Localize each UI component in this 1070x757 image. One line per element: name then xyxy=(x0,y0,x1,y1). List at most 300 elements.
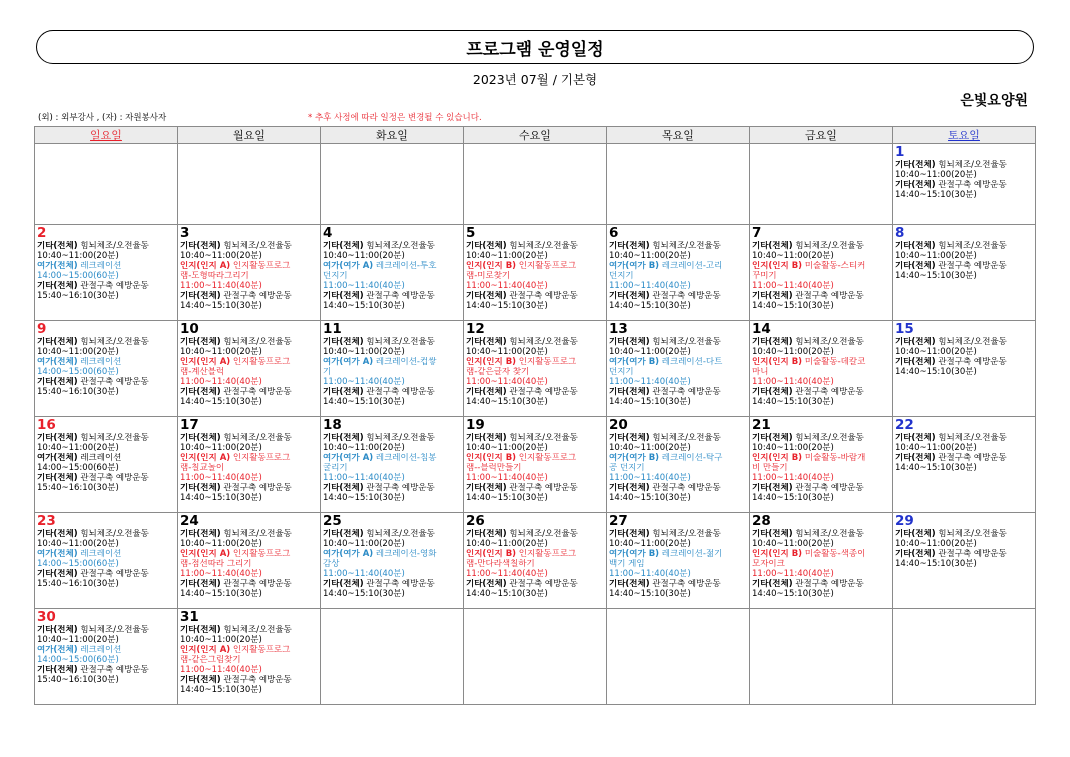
program-time: 14:40~15:10(30분) xyxy=(895,367,977,377)
program-category: 인지(인지 B) xyxy=(466,261,517,271)
program-time: 14:00~15:00(60분) xyxy=(37,367,119,377)
day-cell xyxy=(321,417,464,513)
program-time: 14:40~15:10(30분) xyxy=(323,397,405,407)
program-entry xyxy=(895,549,1033,559)
program-entry xyxy=(180,675,318,685)
program-time: 10:40~11:00(20분) xyxy=(323,539,405,549)
program-time: 11:00~11:40(40분) xyxy=(323,281,405,291)
program-time: 14:40~15:10(30분) xyxy=(752,301,834,311)
program-entry xyxy=(323,241,461,251)
program-entry xyxy=(323,453,461,463)
program-name: 힘뇌체조/오전율동 xyxy=(366,433,435,443)
program-entry xyxy=(37,473,175,483)
program-entry xyxy=(466,433,604,443)
program-time: 11:00~11:40(40분) xyxy=(180,473,262,483)
program-name: 레크레이션-젊기 xyxy=(661,549,723,559)
program-category: 기타(전체) xyxy=(752,579,793,589)
program-category: 인지(인지 A) xyxy=(180,261,231,271)
program-entry xyxy=(895,261,1033,271)
program-category: 여가(전체) xyxy=(37,357,78,367)
program-entry xyxy=(609,549,747,559)
program-name: 관절구축 예방운동 xyxy=(938,549,1007,559)
day-number: 1 xyxy=(895,144,905,160)
program-category: 기타(전체) xyxy=(895,453,936,463)
program-category: 기타(전체) xyxy=(180,529,221,539)
program-category: 인지(인지 A) xyxy=(180,357,231,367)
program-time: 10:40~11:00(20분) xyxy=(180,635,262,645)
week-row xyxy=(35,609,1036,705)
program-time: 10:40~11:00(20분) xyxy=(323,251,405,261)
program-entry xyxy=(752,529,890,539)
program-name: 레크레이션 xyxy=(80,357,122,367)
program-name-continued: 램-미로찾기 xyxy=(466,271,511,281)
day-cell xyxy=(35,609,178,705)
program-name: 힘뇌체조/오전율동 xyxy=(795,529,864,539)
program-name: 힘뇌체조/오전율동 xyxy=(652,529,721,539)
day-number: 3 xyxy=(180,225,190,241)
program-category: 기타(전체) xyxy=(180,483,221,493)
day-number: 16 xyxy=(37,417,56,433)
empty-day-cell xyxy=(464,609,607,705)
program-time: 11:00~11:40(40분) xyxy=(180,665,262,675)
program-entry xyxy=(752,357,890,367)
program-category: 기타(전체) xyxy=(323,241,364,251)
program-name: 미술활동-데칼코 xyxy=(804,357,866,367)
program-name: 인지활동프로그 xyxy=(518,357,577,367)
program-entry xyxy=(180,625,318,635)
program-name: 힘뇌체조/오전율동 xyxy=(795,241,864,251)
program-name: 관절구축 예방운동 xyxy=(366,579,435,589)
program-time: 10:40~11:00(20분) xyxy=(180,347,262,357)
program-name-continued: 던지기 xyxy=(323,271,348,281)
program-category: 여가(전체) xyxy=(37,549,78,559)
day-cell xyxy=(464,225,607,321)
weekday-header-friday: 금요일 xyxy=(750,127,893,144)
program-category: 기타(전체) xyxy=(323,387,364,397)
program-entry xyxy=(752,291,890,301)
program-category: 기타(전체) xyxy=(323,483,364,493)
program-time: 14:00~15:00(60분) xyxy=(37,271,119,281)
program-time: 15:40~16:10(30분) xyxy=(37,579,119,589)
program-entry xyxy=(752,549,890,559)
program-name: 관절구축 예방운동 xyxy=(652,291,721,301)
program-time: 14:40~15:10(30분) xyxy=(895,190,977,200)
program-time: 10:40~11:00(20분) xyxy=(466,251,548,261)
program-category: 여가(여가 A) xyxy=(323,261,374,271)
program-category: 기타(전체) xyxy=(752,483,793,493)
program-name: 힘뇌체조/오전율동 xyxy=(80,241,149,251)
empty-day-cell xyxy=(750,144,893,225)
program-name: 힘뇌체조/오전율동 xyxy=(509,337,578,347)
program-entry xyxy=(752,261,890,271)
program-entry xyxy=(323,549,461,559)
program-category: 기타(전체) xyxy=(752,433,793,443)
program-name: 힘뇌체조/오전율동 xyxy=(80,433,149,443)
program-entry xyxy=(609,241,747,251)
day-number: 12 xyxy=(466,321,485,337)
program-category: 기타(전체) xyxy=(466,579,507,589)
program-name: 관절구축 예방운동 xyxy=(938,261,1007,271)
weekday-header-thursday: 목요일 xyxy=(607,127,750,144)
program-name-continued: 던지기 xyxy=(609,271,634,281)
day-number: 10 xyxy=(180,321,199,337)
program-time: 10:40~11:00(20분) xyxy=(609,347,691,357)
program-time: 11:00~11:40(40분) xyxy=(752,377,834,387)
program-category: 기타(전체) xyxy=(180,387,221,397)
program-time: 10:40~11:00(20분) xyxy=(895,170,977,180)
day-cell xyxy=(750,321,893,417)
program-name: 레크레이션-침봉 xyxy=(375,453,437,463)
day-number: 4 xyxy=(323,225,333,241)
program-name: 관절구축 예방운동 xyxy=(223,291,292,301)
day-cell xyxy=(607,225,750,321)
program-time: 14:00~15:00(60분) xyxy=(37,463,119,473)
program-time: 10:40~11:00(20분) xyxy=(37,347,119,357)
day-number: 30 xyxy=(37,609,56,625)
program-name: 힘뇌체조/오전율동 xyxy=(795,337,864,347)
program-time: 10:40~11:00(20분) xyxy=(466,443,548,453)
program-name: 관절구축 예방운동 xyxy=(938,180,1007,190)
program-entry xyxy=(466,483,604,493)
program-time: 14:40~15:10(30분) xyxy=(609,493,691,503)
program-name: 관절구축 예방운동 xyxy=(223,579,292,589)
program-time: 11:00~11:40(40분) xyxy=(180,377,262,387)
day-cell xyxy=(178,225,321,321)
day-number: 27 xyxy=(609,513,628,529)
program-time: 10:40~11:00(20분) xyxy=(323,443,405,453)
day-cell xyxy=(750,225,893,321)
program-name-continued: 램-도형따라그리기 xyxy=(180,271,249,281)
program-name: 레크레이션-고리 xyxy=(661,261,723,271)
day-cell xyxy=(893,225,1036,321)
program-name: 미술활동-색종이 xyxy=(804,549,866,559)
program-category: 기타(전체) xyxy=(180,625,221,635)
program-category: 기타(전체) xyxy=(609,529,650,539)
program-time: 11:00~11:40(40분) xyxy=(466,281,548,291)
program-category: 기타(전체) xyxy=(609,579,650,589)
program-name: 레크레이션 xyxy=(80,549,122,559)
program-category: 기타(전체) xyxy=(466,387,507,397)
program-name-continued: 기 xyxy=(323,367,332,377)
program-category: 기타(전체) xyxy=(323,291,364,301)
program-time: 11:00~11:40(40분) xyxy=(323,377,405,387)
program-time: 14:40~15:10(30분) xyxy=(895,559,977,569)
program-time: 10:40~11:00(20분) xyxy=(323,347,405,357)
program-time: 14:40~15:10(30분) xyxy=(180,301,262,311)
day-cell xyxy=(464,321,607,417)
program-entry xyxy=(180,387,318,397)
program-time: 10:40~11:00(20분) xyxy=(609,539,691,549)
program-entry xyxy=(466,261,604,271)
program-name: 관절구축 예방운동 xyxy=(223,483,292,493)
program-entry xyxy=(466,291,604,301)
program-name: 힘뇌체조/오전율동 xyxy=(80,337,149,347)
program-time: 11:00~11:40(40분) xyxy=(609,473,691,483)
program-category: 기타(전체) xyxy=(37,281,78,291)
program-name: 관절구축 예방운동 xyxy=(80,569,149,579)
legend-text: (외) : 외부강사 , (자) : 자원봉사자 xyxy=(38,113,167,123)
program-category: 여가(여가 A) xyxy=(323,549,374,559)
program-time: 11:00~11:40(40분) xyxy=(752,473,834,483)
program-name: 관절구축 예방운동 xyxy=(80,665,149,675)
program-entry xyxy=(895,453,1033,463)
program-name: 힘뇌체조/오전율동 xyxy=(652,337,721,347)
day-number: 6 xyxy=(609,225,619,241)
day-number: 22 xyxy=(895,417,914,433)
program-category: 인지(인지 A) xyxy=(180,549,231,559)
program-category: 기타(전체) xyxy=(323,579,364,589)
program-category: 기타(전체) xyxy=(180,337,221,347)
program-category: 인지(인지 B) xyxy=(752,453,803,463)
day-number: 14 xyxy=(752,321,771,337)
program-entry xyxy=(323,337,461,347)
program-category: 여가(여가 B) xyxy=(609,549,660,559)
program-category: 기타(전체) xyxy=(180,433,221,443)
program-time: 14:40~15:10(30분) xyxy=(752,493,834,503)
program-name: 관절구축 예방운동 xyxy=(795,387,864,397)
program-name: 관절구축 예방운동 xyxy=(652,387,721,397)
day-number: 31 xyxy=(180,609,199,625)
program-entry xyxy=(323,291,461,301)
program-category: 기타(전체) xyxy=(895,180,936,190)
program-entry xyxy=(37,645,175,655)
program-category: 기타(전체) xyxy=(466,291,507,301)
program-name: 관절구축 예방운동 xyxy=(795,579,864,589)
program-name-continued: 램-칠교놀이 xyxy=(180,463,225,473)
program-name: 관절구축 예방운동 xyxy=(223,387,292,397)
program-entry xyxy=(895,160,1033,170)
program-category: 여가(여가 B) xyxy=(609,453,660,463)
program-name: 관절구축 예방운동 xyxy=(80,377,149,387)
day-cell xyxy=(178,417,321,513)
program-name: 힘뇌체조/오전율동 xyxy=(223,337,292,347)
program-time: 14:40~15:10(30분) xyxy=(323,301,405,311)
weekday-header-tuesday: 화요일 xyxy=(321,127,464,144)
day-cell xyxy=(750,417,893,513)
program-entry xyxy=(37,529,175,539)
day-cell xyxy=(178,513,321,609)
program-name: 힘뇌체조/오전율동 xyxy=(223,241,292,251)
program-category: 기타(전체) xyxy=(37,625,78,635)
program-time: 10:40~11:00(20분) xyxy=(895,347,977,357)
program-time: 14:00~15:00(60분) xyxy=(37,655,119,665)
program-category: 기타(전체) xyxy=(37,433,78,443)
program-entry xyxy=(180,529,318,539)
program-time: 14:00~15:00(60분) xyxy=(37,559,119,569)
program-category: 기타(전체) xyxy=(466,529,507,539)
program-name: 레크레이션-탁구 xyxy=(661,453,723,463)
program-name: 힘뇌체조/오전율동 xyxy=(652,433,721,443)
program-entry xyxy=(323,261,461,271)
program-category: 기타(전체) xyxy=(466,337,507,347)
week-row xyxy=(35,417,1036,513)
program-entry xyxy=(323,579,461,589)
program-entry xyxy=(752,483,890,493)
program-entry xyxy=(895,180,1033,190)
program-entry xyxy=(323,433,461,443)
program-name: 힘뇌체조/오전율동 xyxy=(223,529,292,539)
program-entry xyxy=(180,645,318,655)
week-row xyxy=(35,513,1036,609)
program-time: 14:40~15:10(30분) xyxy=(752,589,834,599)
week-row xyxy=(35,225,1036,321)
program-entry xyxy=(37,453,175,463)
program-entry xyxy=(466,337,604,347)
empty-day-cell xyxy=(35,144,178,225)
program-name: 레크레이션 xyxy=(80,453,122,463)
program-entry xyxy=(752,241,890,251)
program-entry xyxy=(609,337,747,347)
program-time: 14:40~15:10(30분) xyxy=(323,493,405,503)
program-category: 인지(인지 A) xyxy=(180,453,231,463)
program-category: 기타(전체) xyxy=(895,261,936,271)
program-name: 인지활동프로그 xyxy=(518,549,577,559)
program-entry xyxy=(466,387,604,397)
program-entry xyxy=(180,337,318,347)
program-entry xyxy=(180,357,318,367)
program-entry xyxy=(323,357,461,367)
program-time: 11:00~11:40(40분) xyxy=(466,473,548,483)
program-entry xyxy=(180,261,318,271)
program-category: 기타(전체) xyxy=(37,569,78,579)
program-time: 14:40~15:10(30분) xyxy=(180,589,262,599)
program-entry xyxy=(609,261,747,271)
program-name: 관절구축 예방운동 xyxy=(652,579,721,589)
program-category: 기타(전체) xyxy=(895,160,936,170)
program-name: 인지활동프로그 xyxy=(232,453,291,463)
program-time: 14:40~15:10(30분) xyxy=(180,685,262,695)
day-number: 21 xyxy=(752,417,771,433)
program-category: 인지(인지 B) xyxy=(752,549,803,559)
day-number: 23 xyxy=(37,513,56,529)
program-category: 인지(인지 B) xyxy=(752,357,803,367)
program-name: 관절구축 예방운동 xyxy=(366,291,435,301)
program-name: 힘뇌체조/오전율동 xyxy=(652,241,721,251)
day-cell xyxy=(321,513,464,609)
program-entry xyxy=(609,579,747,589)
program-name: 레크레이션-영화 xyxy=(375,549,437,559)
program-name: 관절구축 예방운동 xyxy=(509,291,578,301)
day-number: 17 xyxy=(180,417,199,433)
program-category: 인지(인지 A) xyxy=(180,645,231,655)
day-cell xyxy=(35,513,178,609)
program-entry xyxy=(37,569,175,579)
program-name: 힘뇌체조/오전율동 xyxy=(223,433,292,443)
program-entry xyxy=(323,529,461,539)
program-name-continued: 던지기 xyxy=(609,367,634,377)
program-time: 15:40~16:10(30분) xyxy=(37,675,119,685)
day-number: 18 xyxy=(323,417,342,433)
program-name: 인지활동프로그 xyxy=(232,549,291,559)
program-category: 기타(전체) xyxy=(466,483,507,493)
program-category: 기타(전체) xyxy=(37,473,78,483)
program-name-continued: 꾸미기 xyxy=(752,271,777,281)
program-entry xyxy=(609,387,747,397)
program-category: 여가(전체) xyxy=(37,645,78,655)
program-time: 10:40~11:00(20분) xyxy=(609,443,691,453)
day-cell xyxy=(893,321,1036,417)
program-time: 10:40~11:00(20분) xyxy=(895,539,977,549)
day-cell xyxy=(35,225,178,321)
program-name-continued: 램-계산블럭 xyxy=(180,367,225,377)
program-time: 10:40~11:00(20분) xyxy=(180,539,262,549)
program-name: 힘뇌체조/오전율동 xyxy=(80,625,149,635)
program-name: 관절구축 예방운동 xyxy=(795,483,864,493)
program-entry xyxy=(180,241,318,251)
program-name: 힘뇌체조/오전율동 xyxy=(938,160,1007,170)
program-entry xyxy=(609,357,747,367)
program-name: 관절구축 예방운동 xyxy=(509,483,578,493)
program-name: 레크레이션 xyxy=(80,645,122,655)
program-time: 11:00~11:40(40분) xyxy=(609,281,691,291)
program-category: 여가(여가 B) xyxy=(609,261,660,271)
program-time: 10:40~11:00(20분) xyxy=(37,539,119,549)
day-number: 15 xyxy=(895,321,914,337)
program-name: 레크레이션-투호 xyxy=(375,261,437,271)
weekday-header-wednesday: 수요일 xyxy=(464,127,607,144)
day-cell xyxy=(178,609,321,705)
program-time: 10:40~11:00(20분) xyxy=(180,251,262,261)
program-category: 기타(전체) xyxy=(609,291,650,301)
program-time: 10:40~11:00(20분) xyxy=(37,635,119,645)
empty-day-cell xyxy=(750,609,893,705)
program-category: 기타(전체) xyxy=(752,529,793,539)
program-time: 11:00~11:40(40분) xyxy=(323,569,405,579)
day-number: 19 xyxy=(466,417,485,433)
program-name: 힘뇌체조/오전율동 xyxy=(795,433,864,443)
program-category: 기타(전체) xyxy=(752,241,793,251)
day-cell xyxy=(893,513,1036,609)
program-category: 기타(전체) xyxy=(609,387,650,397)
day-cell xyxy=(607,321,750,417)
program-time: 10:40~11:00(20분) xyxy=(895,251,977,261)
program-entry xyxy=(609,291,747,301)
organization-name: 은빛요양원 xyxy=(960,93,1028,109)
program-category: 인지(인지 B) xyxy=(752,261,803,271)
program-name-continued: 비 만들기 xyxy=(752,463,788,473)
program-category: 기타(전체) xyxy=(895,357,936,367)
program-time: 14:40~15:10(30분) xyxy=(609,301,691,311)
program-category: 기타(전체) xyxy=(895,549,936,559)
program-name: 관절구축 예방운동 xyxy=(509,387,578,397)
program-entry xyxy=(895,241,1033,251)
program-time: 10:40~11:00(20분) xyxy=(37,443,119,453)
program-name: 관절구축 예방운동 xyxy=(223,675,292,685)
program-category: 인지(인지 B) xyxy=(466,453,517,463)
program-name-continued: 굴리기 xyxy=(323,463,348,473)
program-category: 여가(전체) xyxy=(37,453,78,463)
day-number: 5 xyxy=(466,225,476,241)
program-time: 11:00~11:40(40분) xyxy=(180,569,262,579)
program-category: 기타(전체) xyxy=(37,665,78,675)
program-entry xyxy=(37,625,175,635)
program-name: 힘뇌체조/오전율동 xyxy=(938,529,1007,539)
program-name: 힘뇌체조/오전율동 xyxy=(938,241,1007,251)
program-entry xyxy=(180,483,318,493)
program-entry xyxy=(752,337,890,347)
week-row xyxy=(35,144,1036,225)
program-category: 기타(전체) xyxy=(323,433,364,443)
program-entry xyxy=(180,433,318,443)
program-time: 11:00~11:40(40분) xyxy=(609,569,691,579)
empty-day-cell xyxy=(607,144,750,225)
program-category: 기타(전체) xyxy=(609,433,650,443)
program-time: 14:40~15:10(30분) xyxy=(323,589,405,599)
program-name: 인지활동프로그 xyxy=(232,645,291,655)
day-number: 26 xyxy=(466,513,485,529)
program-time: 11:00~11:40(40분) xyxy=(609,377,691,387)
program-entry xyxy=(752,433,890,443)
